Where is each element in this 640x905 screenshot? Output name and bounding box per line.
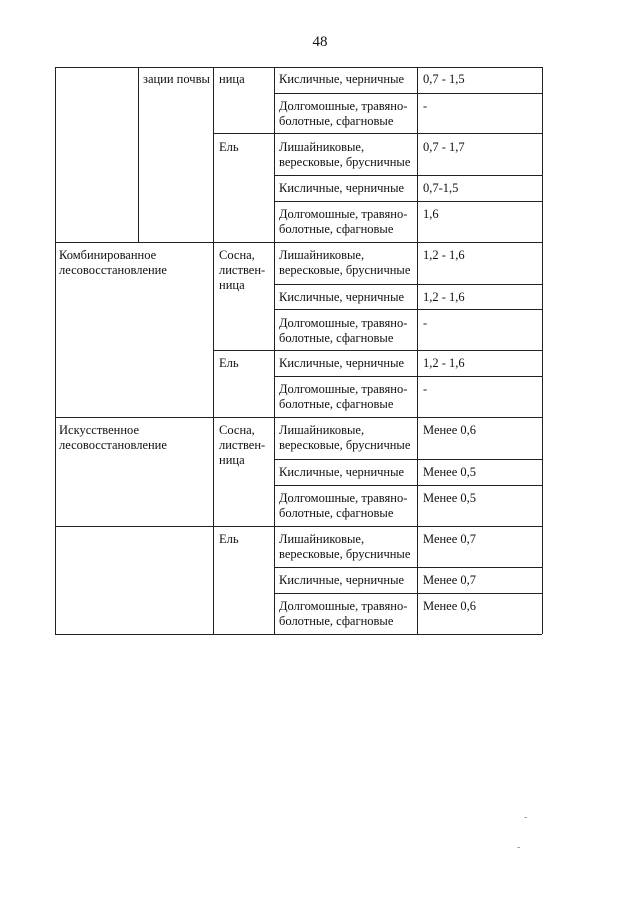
forest-type-cell <box>279 599 407 629</box>
forest-type-text: Кисличные, черничные <box>279 356 405 370</box>
forest-type-text: Лишайниковые, <box>279 532 365 546</box>
value-cell: Менее 0,5 <box>423 491 477 505</box>
forest-type-cell <box>279 207 407 237</box>
value-cell: - <box>423 99 428 113</box>
species-cell: Ель <box>219 532 239 546</box>
forest-type-text: Кисличные, черничные <box>279 573 405 587</box>
forest-type-cell <box>279 181 404 196</box>
method-text: Комбинированное <box>59 248 157 262</box>
value-cell: Менее 0,7 <box>423 573 477 587</box>
species-cell <box>219 423 265 468</box>
row-divider <box>274 175 542 176</box>
table-column-divider <box>138 67 139 242</box>
value-cell: Менее 0,6 <box>423 423 477 437</box>
method-cell <box>59 423 167 453</box>
forest-type-text: Лишайниковые, <box>279 248 365 262</box>
forest-type-text: вересковые, брусничные <box>279 263 411 277</box>
table-border-top <box>55 67 542 68</box>
forest-type-text: Лишайниковые, <box>279 423 365 437</box>
forest-type-cell <box>279 423 410 453</box>
forest-type-text: Долгомошные, травяно- <box>279 491 408 505</box>
forest-type-cell <box>279 491 407 521</box>
forest-type-cell <box>279 140 410 170</box>
forest-type-text: Долгомошные, травяно- <box>279 316 408 330</box>
row-divider <box>55 526 542 527</box>
value-cell: Менее 0,6 <box>423 599 477 613</box>
value-cell: 1,2 - 1,6 <box>423 248 465 262</box>
row-divider <box>274 309 542 310</box>
value-cell: 1,6 <box>423 207 439 221</box>
species-text: Сосна, <box>219 248 255 262</box>
forest-type-cell <box>279 382 407 412</box>
value-cell: 0,7 - 1,7 <box>423 140 465 154</box>
row-divider <box>274 459 542 460</box>
page-number: 48 <box>312 34 328 50</box>
forest-type-text: вересковые, брусничные <box>279 547 411 561</box>
row-divider <box>274 93 542 94</box>
method-text: лесовосстановление <box>59 263 167 277</box>
species-text: листвен- <box>219 263 266 277</box>
value-cell: Менее 0,5 <box>423 465 477 479</box>
row-divider <box>274 567 542 568</box>
forest-type-cell <box>279 290 404 305</box>
regeneration-table <box>55 67 542 634</box>
table-border-bottom <box>55 634 542 635</box>
forest-type-text: болотные, сфагновые <box>279 397 394 411</box>
forest-type-text: болотные, сфагновые <box>279 114 394 128</box>
forest-type-text: Долгомошные, травяно- <box>279 382 408 396</box>
forest-type-text: Кисличные, черничные <box>279 465 405 479</box>
species-text: листвен- <box>219 438 266 452</box>
species-text: ница <box>219 453 245 467</box>
forest-type-text: Долгомошные, травяно- <box>279 99 408 113</box>
forest-type-cell <box>279 316 407 346</box>
species-cell: Ель <box>219 140 239 154</box>
forest-type-cell <box>279 532 410 562</box>
method-text: Искусственное <box>59 423 139 437</box>
forest-type-text: вересковые, брусничные <box>279 155 411 169</box>
forest-type-text: болотные, сфагновые <box>279 506 394 520</box>
row-divider <box>274 284 542 285</box>
forest-type-text: Кисличные, черничные <box>279 72 405 86</box>
forest-type-cell <box>279 573 404 588</box>
method-text: лесовосстановление <box>59 438 167 452</box>
value-cell: 1,2 - 1,6 <box>423 290 465 304</box>
forest-type-text: Лишайниковые, <box>279 140 365 154</box>
method-cell <box>59 248 167 278</box>
forest-type-text: вересковые, брусничные <box>279 438 411 452</box>
row-divider <box>274 376 542 377</box>
row-divider <box>274 485 542 486</box>
value-cell: 0,7 - 1,5 <box>423 72 465 86</box>
species-text: Сосна, <box>219 423 255 437</box>
forest-type-cell <box>279 248 410 278</box>
species-cell: ница <box>219 72 245 86</box>
forest-type-text: болотные, сфагновые <box>279 222 394 236</box>
table-border-right <box>542 67 543 634</box>
forest-type-text: Долгомошные, травяно- <box>279 599 408 613</box>
row-divider <box>55 242 542 243</box>
species-cell: Ель <box>219 356 239 370</box>
forest-type-cell <box>279 72 404 87</box>
forest-type-text: Кисличные, черничные <box>279 181 405 195</box>
forest-type-cell <box>279 99 407 129</box>
scan-speck: - <box>517 842 521 853</box>
value-cell: Менее 0,7 <box>423 532 477 546</box>
value-cell: 1,2 - 1,6 <box>423 356 465 370</box>
row-divider <box>213 133 542 134</box>
forest-type-text: болотные, сфагновые <box>279 331 394 345</box>
forest-type-cell <box>279 465 404 480</box>
table-border-left <box>55 67 56 634</box>
value-cell: - <box>423 382 428 396</box>
species-text: ница <box>219 278 245 292</box>
row-divider <box>213 350 542 351</box>
value-cell: - <box>423 316 428 330</box>
scan-speck: - <box>524 812 528 823</box>
forest-type-text: болотные, сфагновые <box>279 614 394 628</box>
forest-type-text: Кисличные, черничные <box>279 290 405 304</box>
forest-type-cell <box>279 356 404 371</box>
row-divider <box>55 417 542 418</box>
species-cell <box>219 248 265 293</box>
subgroup-cell: зации почвы <box>143 72 210 86</box>
forest-type-text: Долгомошные, травяно- <box>279 207 408 221</box>
row-divider <box>274 201 542 202</box>
value-cell: 0,7-1,5 <box>423 181 459 195</box>
row-divider <box>274 593 542 594</box>
